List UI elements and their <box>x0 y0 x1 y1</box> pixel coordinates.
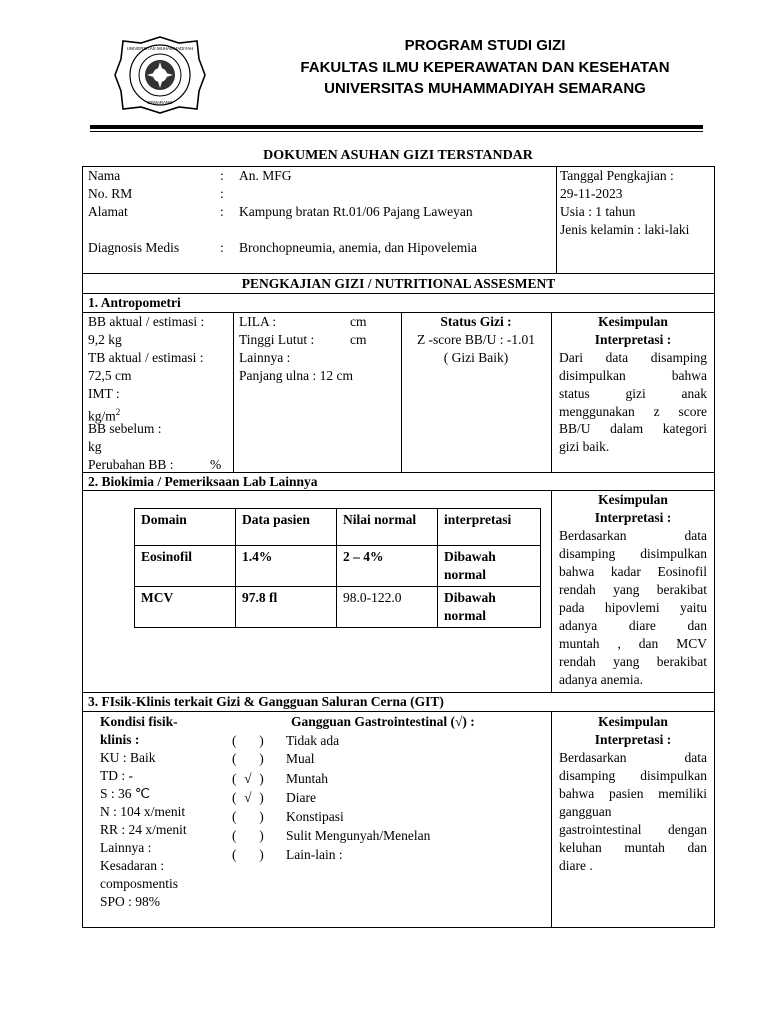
gizi-status: ( Gizi Baik) <box>443 350 509 365</box>
university-name: UNIVERSITAS MUHAMMADIYAH SEMARANG <box>324 80 646 97</box>
gangguan-title: Gangguan Gastrointestinal (√) : <box>291 714 475 729</box>
alamat-label: Alamat <box>88 204 128 219</box>
header-rule-thin <box>90 131 703 132</box>
checkbox-konstipasi[interactable]: ( ) <box>232 809 264 824</box>
usia: Usia : 1 tahun <box>560 204 636 219</box>
checkbox-tidak-ada[interactable]: ( ) <box>232 733 264 748</box>
diagnosis-value: Bronchopneumia, anemia, dan Hipovelemia <box>239 240 478 255</box>
checkbox-muntah[interactable]: ( √ ) <box>232 771 264 786</box>
lab-table <box>134 508 541 628</box>
document-title: DOKUMEN ASUHAN GIZI TERSTANDAR <box>263 148 533 163</box>
faculty-name: FAKULTAS ILMU KEPERAWATAN DAN KESEHATAN <box>300 58 670 76</box>
fisik-title: 3. FIsik-Klinis terkait Gizi & Gangguan Saluran Cerna (GIT) <box>88 694 444 709</box>
zscore: Z -score BB/U : -1.01 <box>416 332 536 347</box>
nama-label: Nama <box>88 168 121 183</box>
svg-text:UNIVERSITAS MUHAMMADIYAH: UNIVERSITAS MUHAMMADIYAH <box>126 46 194 51</box>
jenis-kelamin: Jenis kelamin : laki-laki <box>560 222 690 237</box>
table-row: MCV 97.8 fl 98.0-122.0 Dibawah normal <box>135 587 541 628</box>
norm-label: No. RM <box>88 186 133 201</box>
bb-value: 9,2 kg <box>88 332 122 347</box>
tanggal-label: Tanggal Pengkajian : <box>560 168 674 183</box>
tb-value: 72,5 cm <box>88 368 132 383</box>
section-main-title: PENGKAJIAN GIZI / NUTRITIONAL ASSESMENT <box>241 276 556 291</box>
header-rule-thick <box>90 125 703 129</box>
antropometri-title: 1. Antropometri <box>88 295 181 310</box>
diagnosis-label: Diagnosis Medis <box>88 240 180 255</box>
checkbox-mual[interactable]: ( ) <box>232 751 264 766</box>
alamat-value: Kampung bratan Rt.01/06 Pajang Laweyan <box>239 204 473 219</box>
letterhead <box>0 32 768 122</box>
status-gizi-title: Status Gizi : <box>440 314 512 329</box>
svg-text:SEMARANG: SEMARANG <box>147 100 173 105</box>
nama-value: An. MFG <box>239 168 292 183</box>
university-logo <box>113 35 207 115</box>
biokimia-title: 2. Biokimia / Pemeriksaan Lab Lainnya <box>88 474 318 489</box>
panjang-ulna: Panjang ulna : 12 cm <box>239 368 353 383</box>
checkbox-lain-lain[interactable]: ( ) <box>232 847 264 862</box>
table-row: Eosinofil 1.4% 2 – 4% Dibawah normal <box>135 546 541 587</box>
program-name: PROGRAM STUDI GIZI <box>404 37 566 54</box>
tanggal-value: 29-11-2023 <box>560 186 623 201</box>
checkbox-diare[interactable]: ( √ ) <box>232 790 264 805</box>
checkbox-sulit-mengunyah[interactable]: ( ) <box>232 828 264 843</box>
table-header-row: Domain Data pasien Nilai normal interpretasi <box>135 509 541 546</box>
